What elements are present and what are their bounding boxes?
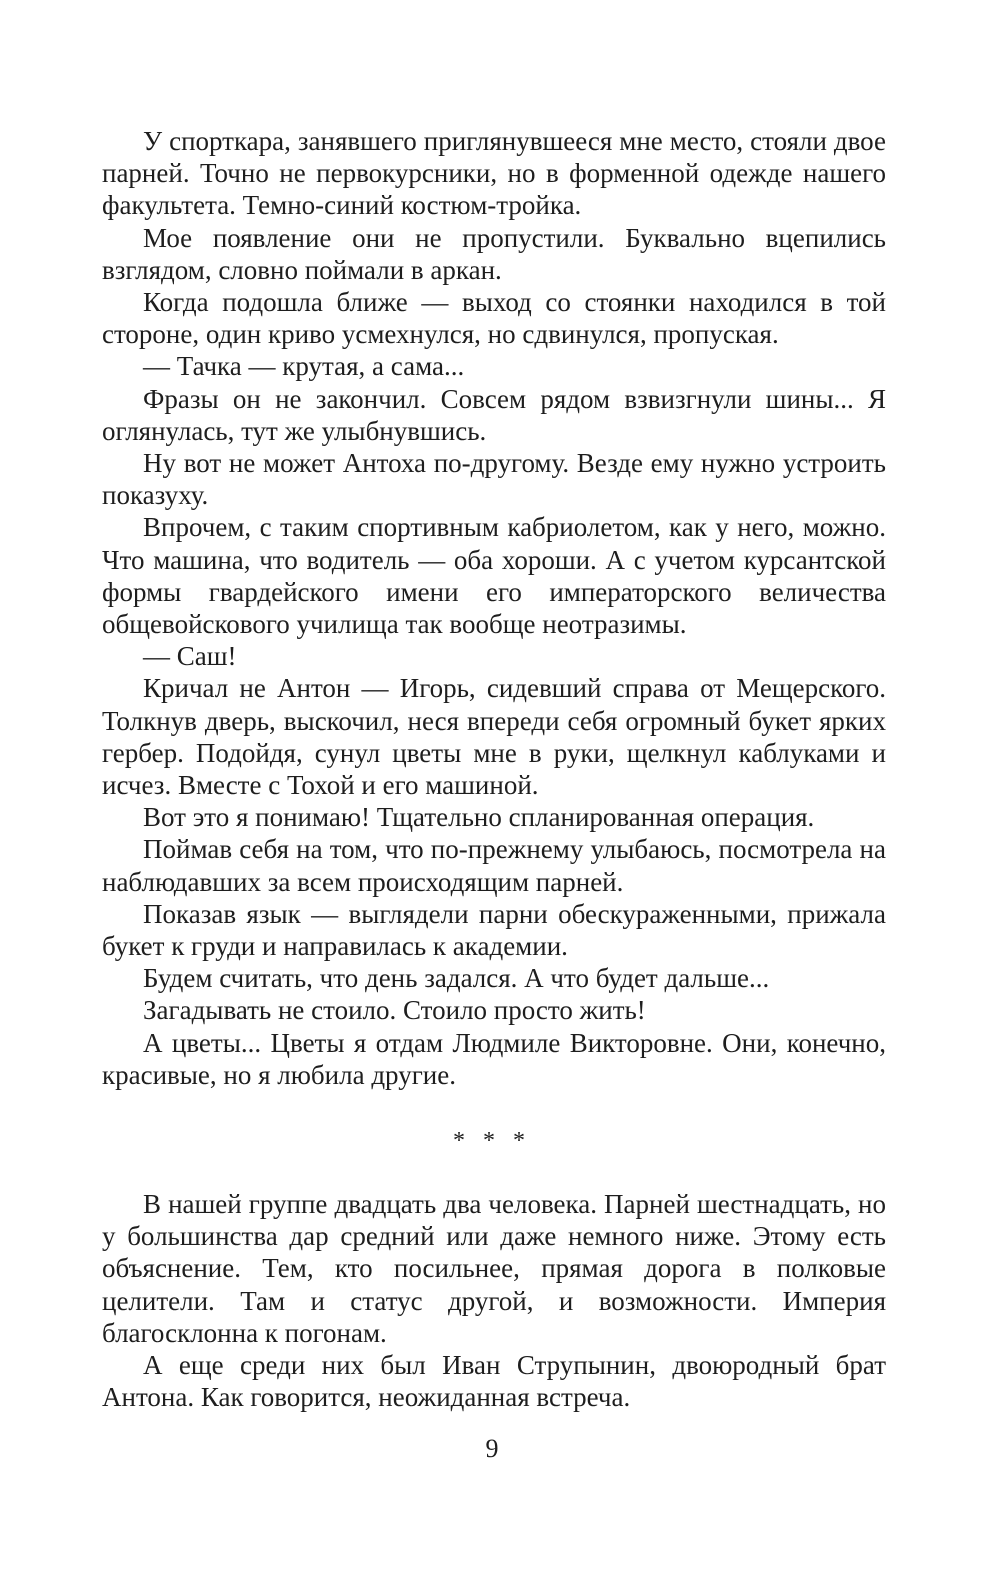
paragraph: В нашей группе двадцать два человека. Парней шестнадцать, но у большинства дар средний или даже немного ниже. Этому есть объяснение. Тем, кто посильнее, прямая дорога в полковые целители. Там и статус другой, и возможности. Империя благосклонна к погонам.: [102, 1189, 886, 1348]
paragraph: Ну вот не может Антоха по-другому. Везде ему нужно устроить показуху.: [102, 448, 886, 511]
paragraph: Загадывать не стоило. Стоило просто жить!: [143, 995, 646, 1026]
paragraph: Когда подошла ближе — выход со стоянки находился в той стороне, один криво усмехнулся, но сдвинулся, пропуская.: [102, 287, 886, 350]
paragraph: А еще среди них был Иван Струпынин, двоюродный брат Антона. Как говорится, неожиданная встреча.: [102, 1350, 886, 1413]
dialogue-line: — Саш!: [143, 641, 237, 672]
paragraph: Поймав себя на том, что по-прежнему улыбаюсь, посмотрела на наблюдавших за всем происходящим парней.: [102, 834, 886, 897]
text-section-2: [102, 1188, 886, 1413]
section-separator: * * *: [453, 1128, 531, 1154]
paragraph: Показав язык — выглядели парни обескураженными, прижала букет к груди и направилась к академии.: [102, 898, 886, 962]
text-section-1: [102, 125, 886, 1091]
paragraph: Фразы он не закончил. Совсем рядом взвизгнули шины... Я оглянулась, тут же улыбнувшись.: [102, 383, 886, 446]
page-number: 9: [485, 1434, 499, 1463]
paragraph: У спорткара, занявшего приглянувшееся мне место, стояли двое парней. Точно не первокурсники, но в форменной одежде нашего факультета. Темно-синий костюм-тройка.: [102, 126, 886, 221]
paragraph: Будем считать, что день задался. А что будет дальше...: [143, 963, 770, 994]
paragraph: Мое появление они не пропустили. Буквально вцепились взглядом, словно поймали в аркан.: [102, 222, 886, 285]
paragraph: Кричал не Антон — Игорь, сидевший справа от Мещерского. Толкнув дверь, выскочил, неся впереди себя огромный букет ярких гербер. Подойдя, сунул цветы мне в руки, щелкнул каблуками и исчез. Вместе с Тохой и его машиной.: [102, 673, 886, 801]
paragraph: Вот это я понимаю! Тщательно спланированная операция.: [143, 802, 815, 833]
dialogue-line: — Тачка — крутая, а сама...: [143, 351, 465, 382]
paragraph: Впрочем, с таким спортивным кабриолетом, как у него, можно. Что машина, что водитель — оба хороши. А с учетом курсантской формы гвардейского имени его императорского величества общевойскового училища так вообще неотразимы.: [102, 512, 886, 640]
paragraph: А цветы... Цветы я отдам Людмиле Викторовне. Они, конечно, красивые, но я любила другие.: [102, 1027, 886, 1090]
